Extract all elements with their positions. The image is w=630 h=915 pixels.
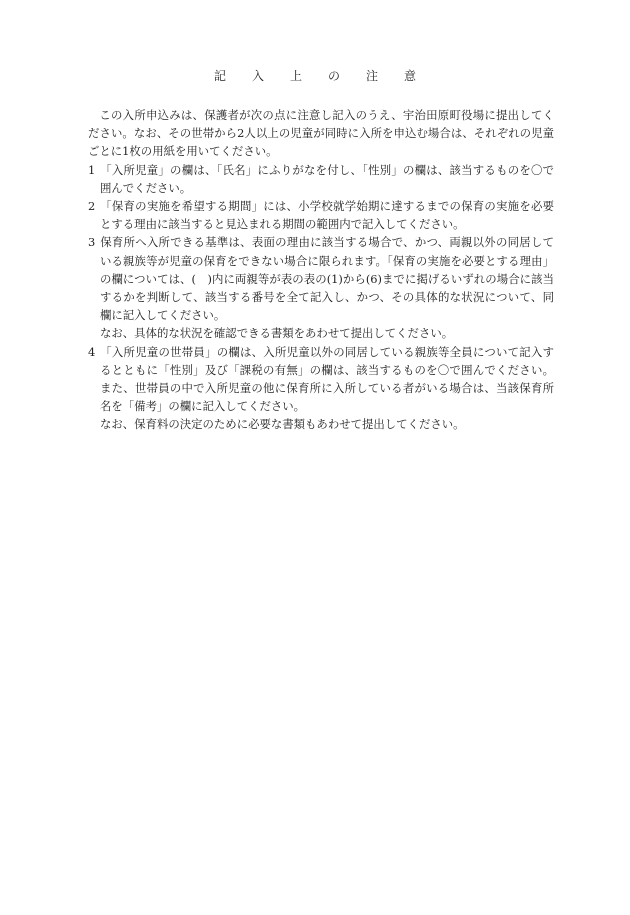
item-text: 「保育の実施を希望する期間」には、小学校就学始期に達するまでの保育の実施を必要とする理由に該当すると見込まれる期間の範囲内で記入してください。: [100, 199, 554, 232]
item-note: なお、保育料の決定のために必要な書類もあわせて提出してください。: [100, 417, 465, 432]
item-number: 3: [88, 235, 96, 250]
title-char: 入: [251, 69, 264, 83]
item-note: なお、具体的な状況を確認できる書類をあわせて提出してください。: [100, 326, 454, 341]
item-text: 「入所児童」の欄は、「氏名」にふりがなを付し、「性別」の欄は、該当するものを〇で囲んでください。: [100, 162, 554, 195]
item-number: 1: [88, 162, 96, 177]
title-char: 意: [403, 69, 416, 83]
intro-paragraph: この入所申込みは、保護者が次の点に注意し記入のうえ、宇治田原町役場に提出してください。なお、その世帯から2人以上の児童が同時に入所を申込む場合は、それぞれの児童ごとに1枚の用紙を用いてください。: [88, 108, 554, 159]
title-char: 記: [213, 69, 226, 83]
instructions-body: [88, 106, 554, 434]
instruction-item: [88, 233, 554, 324]
page-title: [0, 68, 630, 84]
item-text: 「入所児童の世帯員」の欄は、入所児童以外の同居している親族等全員について記入するとともに「性別」及び「課税の有無」の欄は、該当するものを〇で囲んでください。また、世帯員の中で入所児童の他に保育所に入所している者がいる場合は、当該保育所名を「備考」の欄に記入してください。: [100, 344, 554, 414]
title-char: の: [327, 69, 340, 83]
title-char: 上: [289, 69, 302, 83]
item-number: 4: [88, 344, 96, 359]
instruction-item: [88, 197, 554, 233]
item-text: 保育所へ入所できる基準は、表面の理由に該当する場合で、かつ、両親以外の同居している親族等が児童の保育をできない場合に限られます。「保育の実施を必要とする理由」の欄については、( )内に両親等が表の表の(1)から(6)までに掲げるいずれの場合に該当するかを判断して、該当する番号を全て記入し、かつ、その具体的な状況について、同欄に記入してください。: [100, 235, 554, 323]
title-char: 注: [365, 69, 378, 83]
instruction-item: [88, 343, 554, 416]
instruction-item: [88, 161, 554, 197]
item-number: 2: [88, 199, 96, 214]
